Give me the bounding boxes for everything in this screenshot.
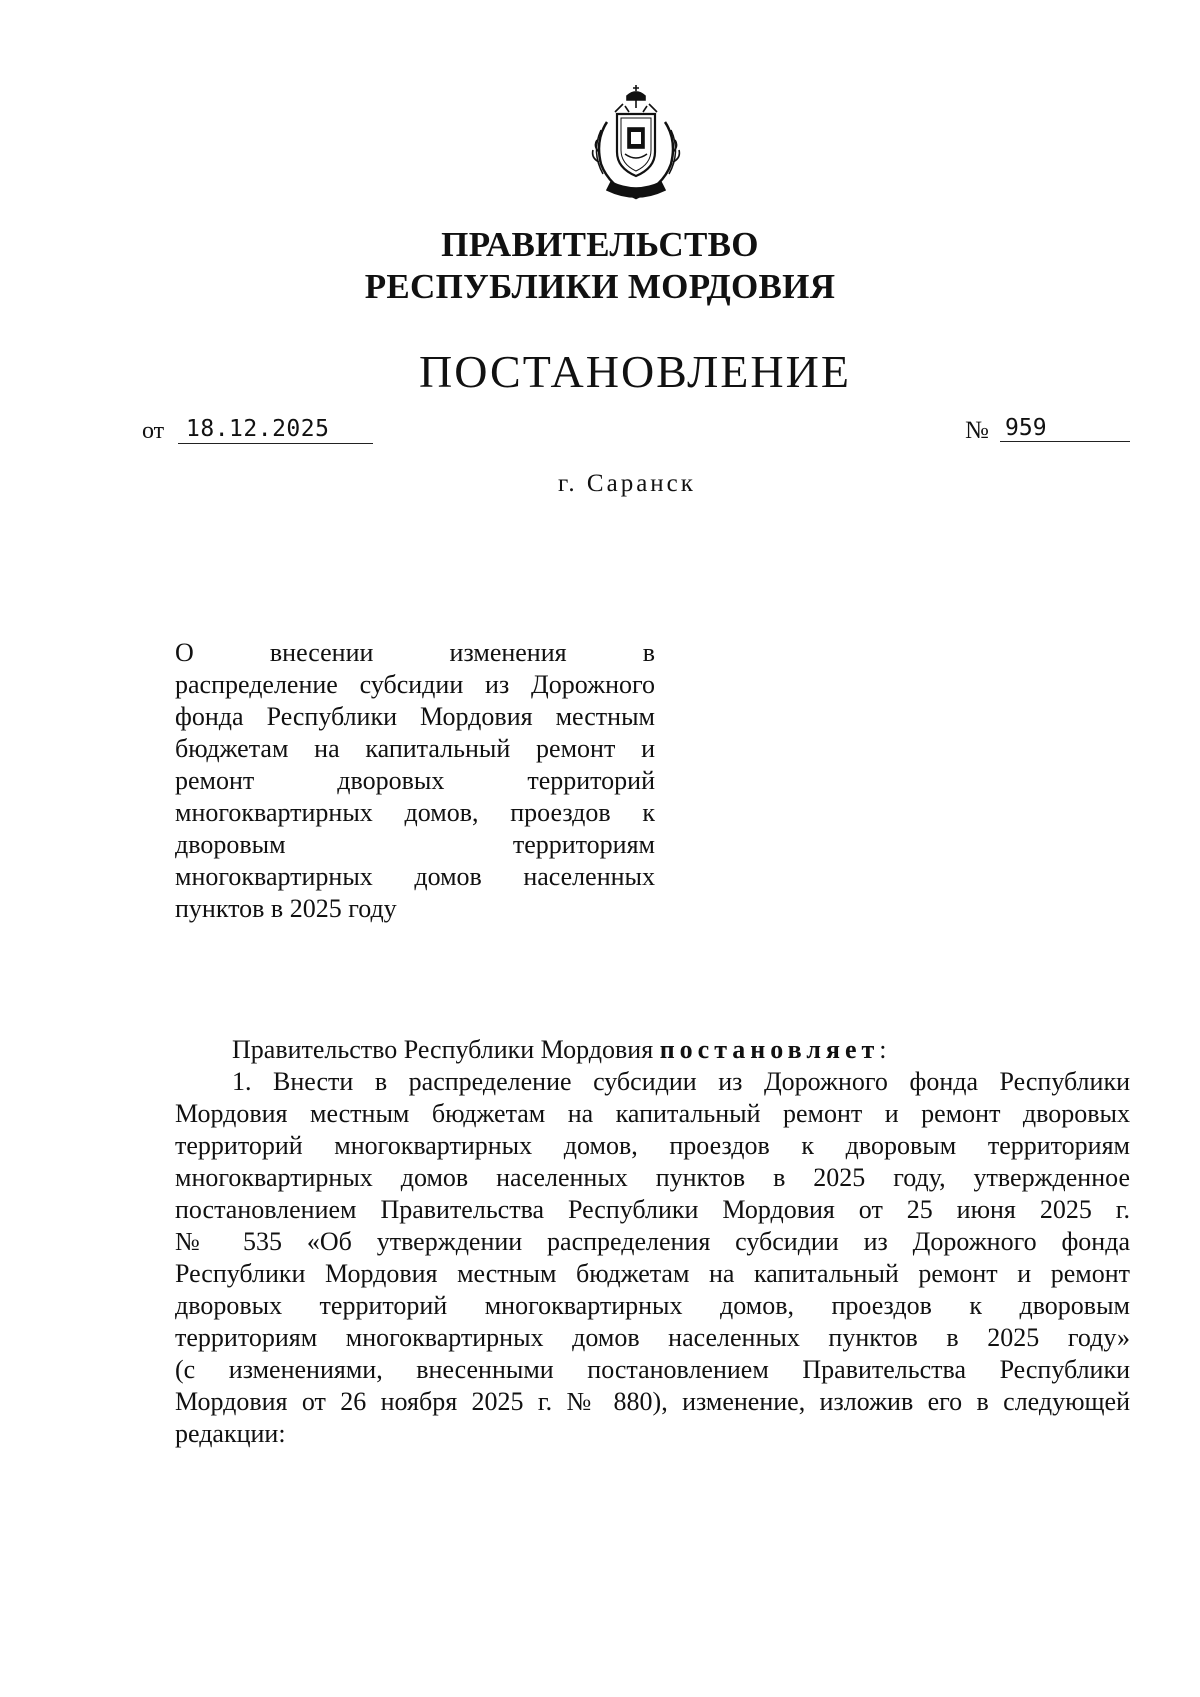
paragraph-line: 1. Внести в распределение субсидии из Дорожного фонда Республики — [232, 1067, 1130, 1096]
subject-line: распределение субсидии из Дорожного — [175, 670, 655, 699]
city-name: г. Саранск — [558, 470, 696, 497]
intro-paragraph — [175, 1034, 1130, 1066]
paragraph-line: территориям многоквартирных домов населенных пунктов в 2025 году» — [175, 1323, 1130, 1352]
government-name-line2: РЕСПУБЛИКИ МОРДОВИЯ — [364, 267, 836, 306]
paragraph-line: (с изменениями, внесенными постановлением Правительства Республики — [175, 1355, 1130, 1384]
paragraph-line: многоквартирных домов населенных пунктов в 2025 году, утвержденное — [175, 1163, 1130, 1192]
subject-line: ремонт дворовых территорий — [175, 766, 655, 795]
intro-colon: : — [879, 1035, 887, 1064]
subject-line: фонда Республики Мордовия местным — [175, 702, 655, 731]
coat-of-arms-icon — [585, 82, 687, 207]
government-name-line1: ПРАВИТЕЛЬСТВО — [441, 225, 759, 264]
document-date: 18.12.2025 — [186, 416, 330, 442]
paragraph-line: редакции: — [175, 1419, 286, 1448]
paragraph-line: постановлением Правительства Республики Мордовия от 25 июня 2025 г. — [175, 1195, 1130, 1224]
paragraph-line: территорий многоквартирных домов, проездов к дворовым территориям — [175, 1131, 1130, 1160]
intro-action: постановляет — [659, 1035, 880, 1064]
date-underline — [178, 443, 373, 444]
intro-text: Правительство Республики Мордовия — [232, 1035, 654, 1064]
subject-line: бюджетам на капитальный ремонт и — [175, 734, 655, 763]
number-underline — [1000, 441, 1130, 442]
document-body — [175, 1034, 1130, 1450]
document-number: 959 — [1005, 415, 1047, 441]
subject-line: О внесении изменения в — [175, 638, 655, 667]
subject-line: многоквартирных домов населенных — [175, 862, 655, 891]
number-prefix: № — [965, 417, 989, 444]
subject-line: пунктов в 2025 году — [175, 894, 397, 923]
date-prefix: от — [142, 418, 165, 444]
document-type-title: ПОСТАНОВЛЕНИЕ — [419, 346, 851, 397]
paragraph-line: Мордовия местным бюджетам на капитальный ремонт и ремонт дворовых — [175, 1099, 1130, 1128]
subject-line: многоквартирных домов, проездов к — [175, 798, 655, 827]
paragraph-line: дворовых территорий многоквартирных домов, проездов к дворовым — [175, 1291, 1130, 1320]
subject-line: дворовым территориям — [175, 830, 655, 859]
document-subject — [175, 637, 655, 925]
paragraph-line: Мордовия от 26 ноября 2025 г. № 880), изменение, изложив его в следующей — [175, 1387, 1130, 1416]
paragraph-line: № 535 «Об утверждении распределения субсидии из Дорожного фонда — [175, 1227, 1130, 1256]
paragraph-line: Республики Мордовия местным бюджетам на капитальный ремонт и ремонт — [175, 1259, 1130, 1288]
